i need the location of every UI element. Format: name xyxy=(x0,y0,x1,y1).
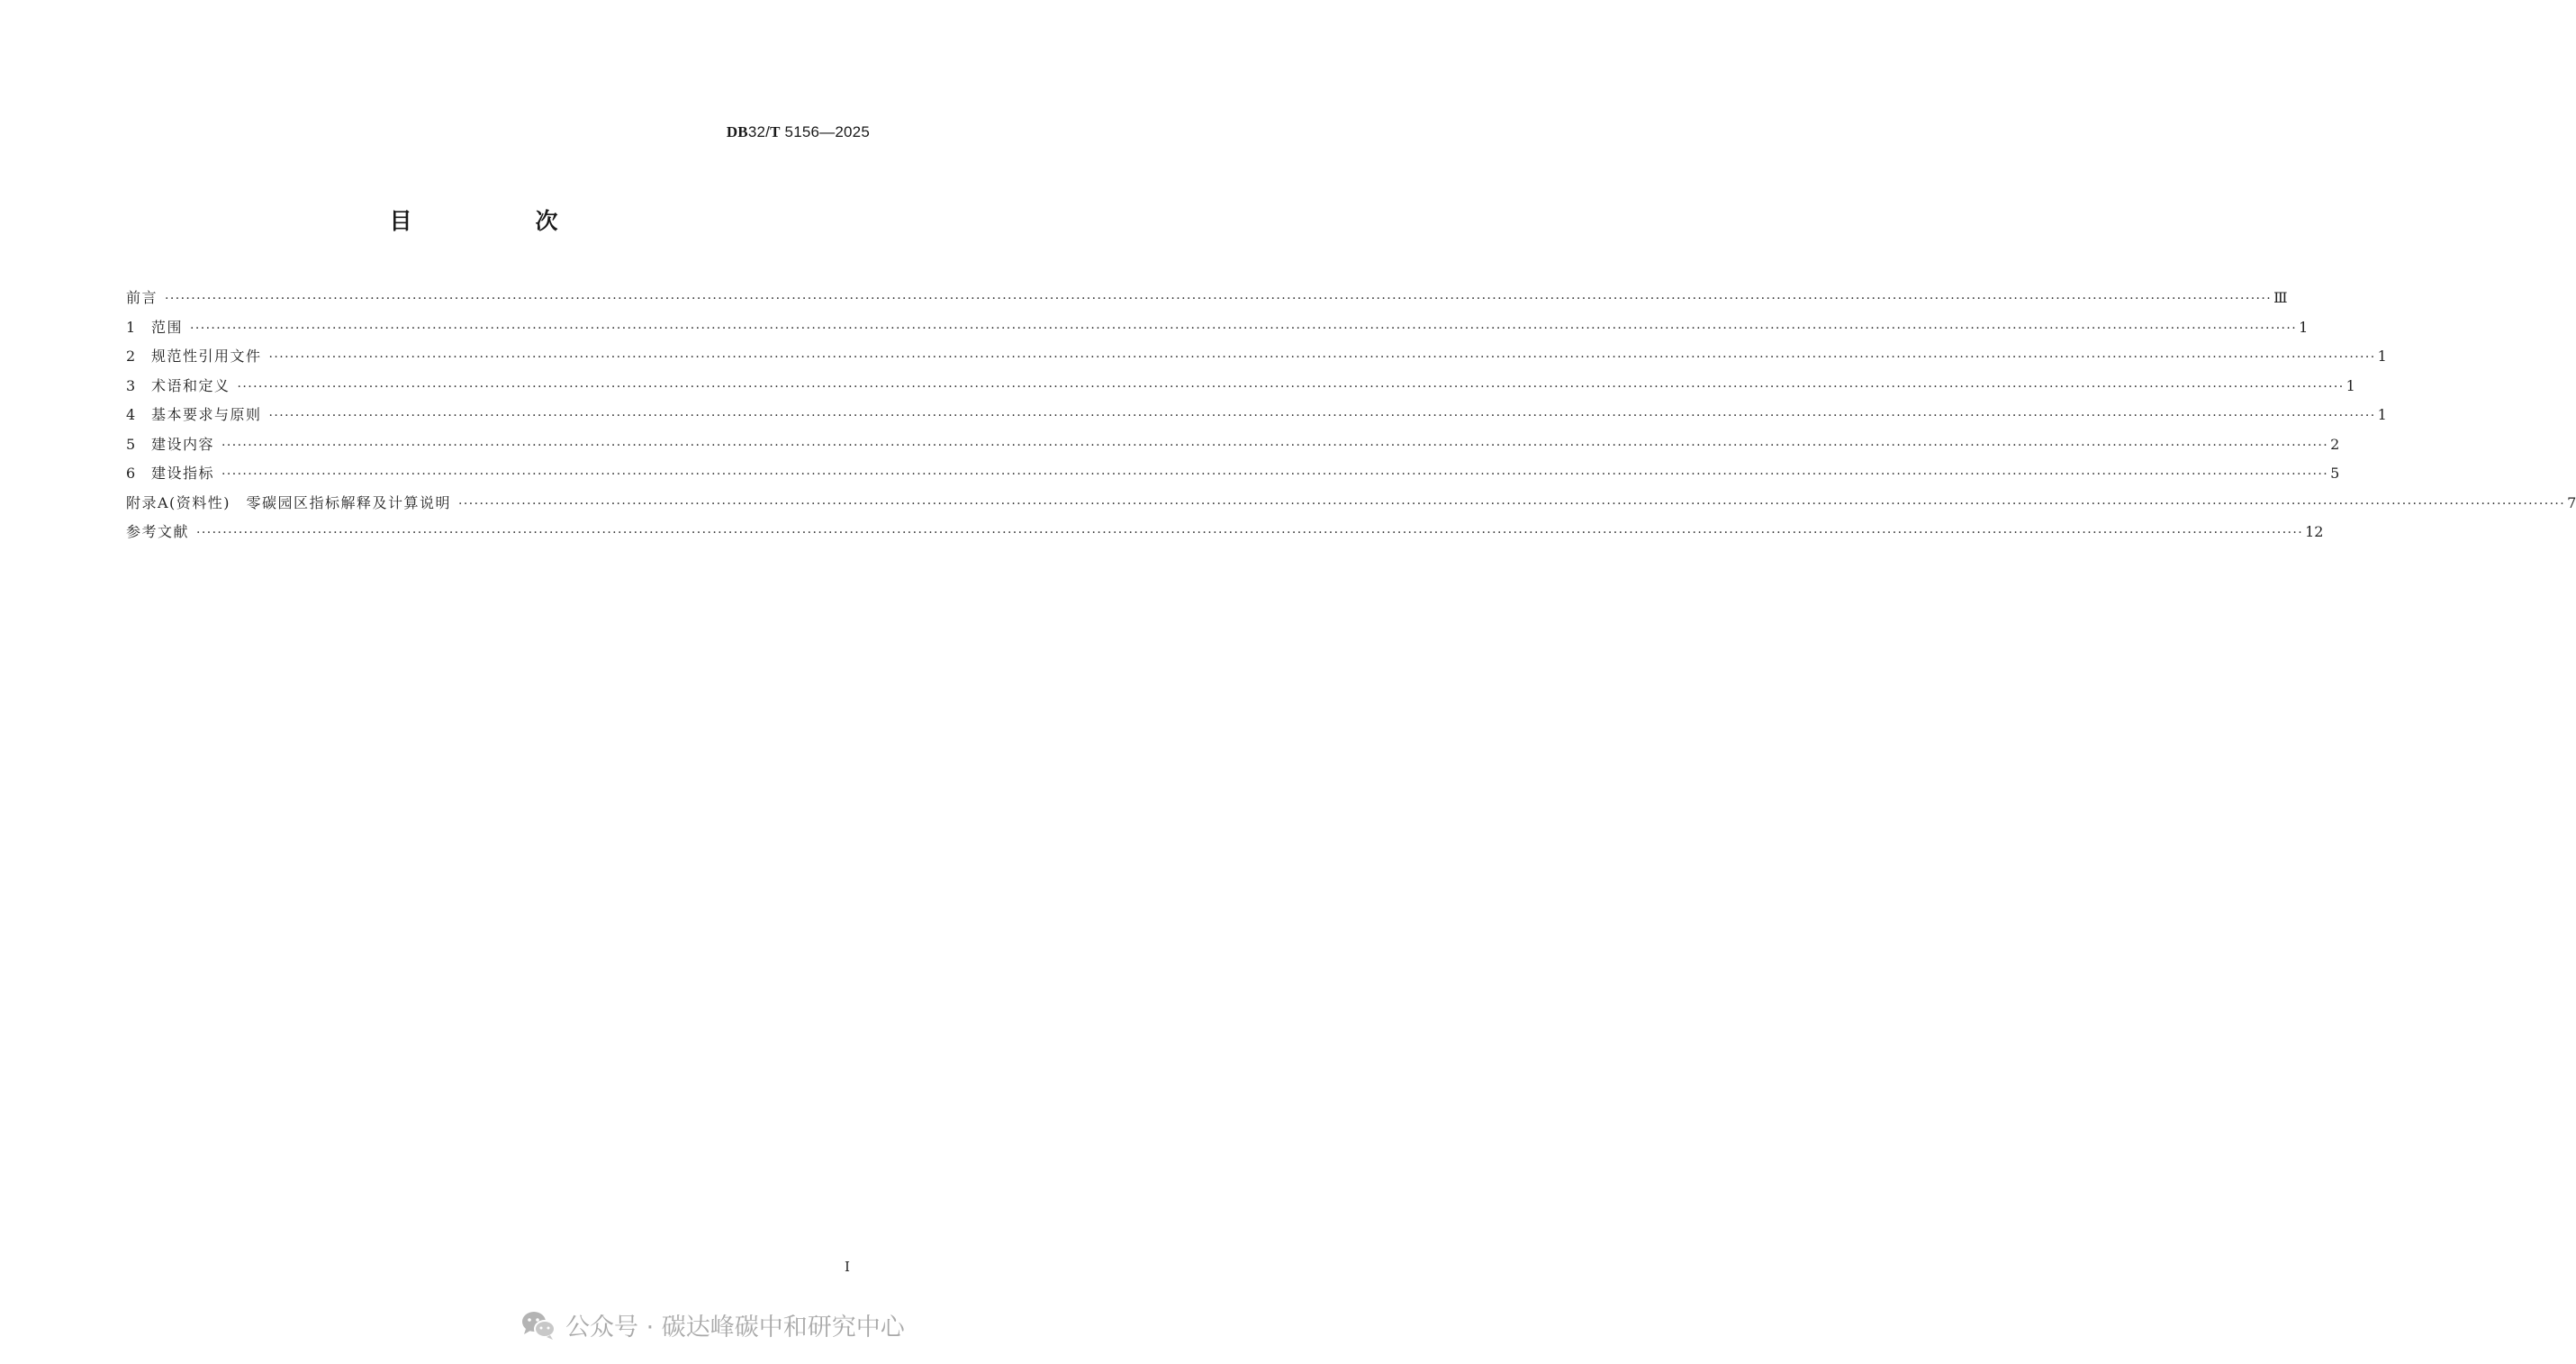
toc-entry-text: 建设指标 xyxy=(151,465,215,482)
toc-entry-number: 4 xyxy=(126,406,136,423)
toc-leader: ················································································································································································································································································································································································································ xyxy=(165,292,2273,306)
toc-leader: ················································································································································································································································································································································································································ xyxy=(196,526,2304,540)
toc-entry-page: 2 xyxy=(2330,435,2340,453)
toc-title: 目 次 xyxy=(389,208,609,234)
toc-entry[interactable] xyxy=(126,518,2324,547)
toc-leader: ················································································································································································································································································································································································································ xyxy=(458,496,2566,511)
toc-leader: ················································································································································································································································································································································································································ xyxy=(221,467,2329,482)
toc-entry-text: 前言 xyxy=(126,289,158,306)
toc-entry[interactable] xyxy=(126,430,2340,460)
toc-entry-page: 1 xyxy=(2346,376,2355,394)
toc-leader: ················································································································································································································································································································································································································ xyxy=(268,350,2376,365)
toc-entry-number: 6 xyxy=(126,465,136,482)
toc-entry[interactable] xyxy=(126,489,2576,519)
toc-entry-number: 3 xyxy=(126,376,136,394)
standard-number xyxy=(727,123,870,141)
toc-leader: ················································································································································································································································································································································································································ xyxy=(268,409,2376,423)
toc-entry-page: 1 xyxy=(2377,406,2387,423)
std-t: T xyxy=(770,123,781,140)
toc-entry-text: 规范性引用文件 xyxy=(151,348,262,365)
toc-entry-page: 7 xyxy=(2567,493,2576,511)
toc-entry[interactable] xyxy=(126,313,2309,343)
toc-entry[interactable] xyxy=(126,401,2387,430)
toc-entry[interactable] xyxy=(126,284,2288,313)
toc-entry-text: 建设内容 xyxy=(151,435,215,453)
std-prefix: DB xyxy=(726,123,748,140)
toc-entry[interactable] xyxy=(126,459,2340,489)
toc-entry-text: 术语和定义 xyxy=(151,376,230,394)
toc-entry[interactable] xyxy=(126,372,2355,402)
toc-entry-text: 范围 xyxy=(151,318,184,336)
toc-entry[interactable] xyxy=(126,342,2387,372)
wechat-icon xyxy=(520,1310,556,1341)
toc-entry-text: 参考文献 xyxy=(126,523,190,540)
toc-entry-text: 附录A(资料性) 零碳园区指标解释及计算说明 xyxy=(126,493,452,511)
toc-entry-page: 12 xyxy=(2305,523,2324,540)
watermark xyxy=(520,1307,905,1342)
std-code: 5156—2025 xyxy=(780,123,870,140)
toc-leader: ················································································································································································································································································································································································································ xyxy=(237,379,2345,394)
watermark-text: 公众号 · 碳达峰碳中和研究中心 xyxy=(565,1314,905,1341)
toc-entry-page: 1 xyxy=(2299,318,2309,336)
toc-entry-number: 5 xyxy=(126,435,136,453)
toc-leader: ················································································································································································································································································································································································································ xyxy=(221,438,2329,453)
toc-entry-text: 基本要求与原则 xyxy=(151,406,262,423)
toc-entry-number: 1 xyxy=(126,318,136,336)
toc-entry-number: 2 xyxy=(126,348,136,365)
toc-leader: ················································································································································································································································································································································································································ xyxy=(190,321,2298,336)
toc-entry-page: 5 xyxy=(2330,465,2340,482)
toc-entry-page: Ⅲ xyxy=(2273,289,2288,306)
page-number: I xyxy=(845,1259,850,1275)
std-mid: 32/ xyxy=(747,123,771,140)
table-of-contents xyxy=(126,284,2576,547)
toc-entry-page: 1 xyxy=(2377,348,2387,365)
